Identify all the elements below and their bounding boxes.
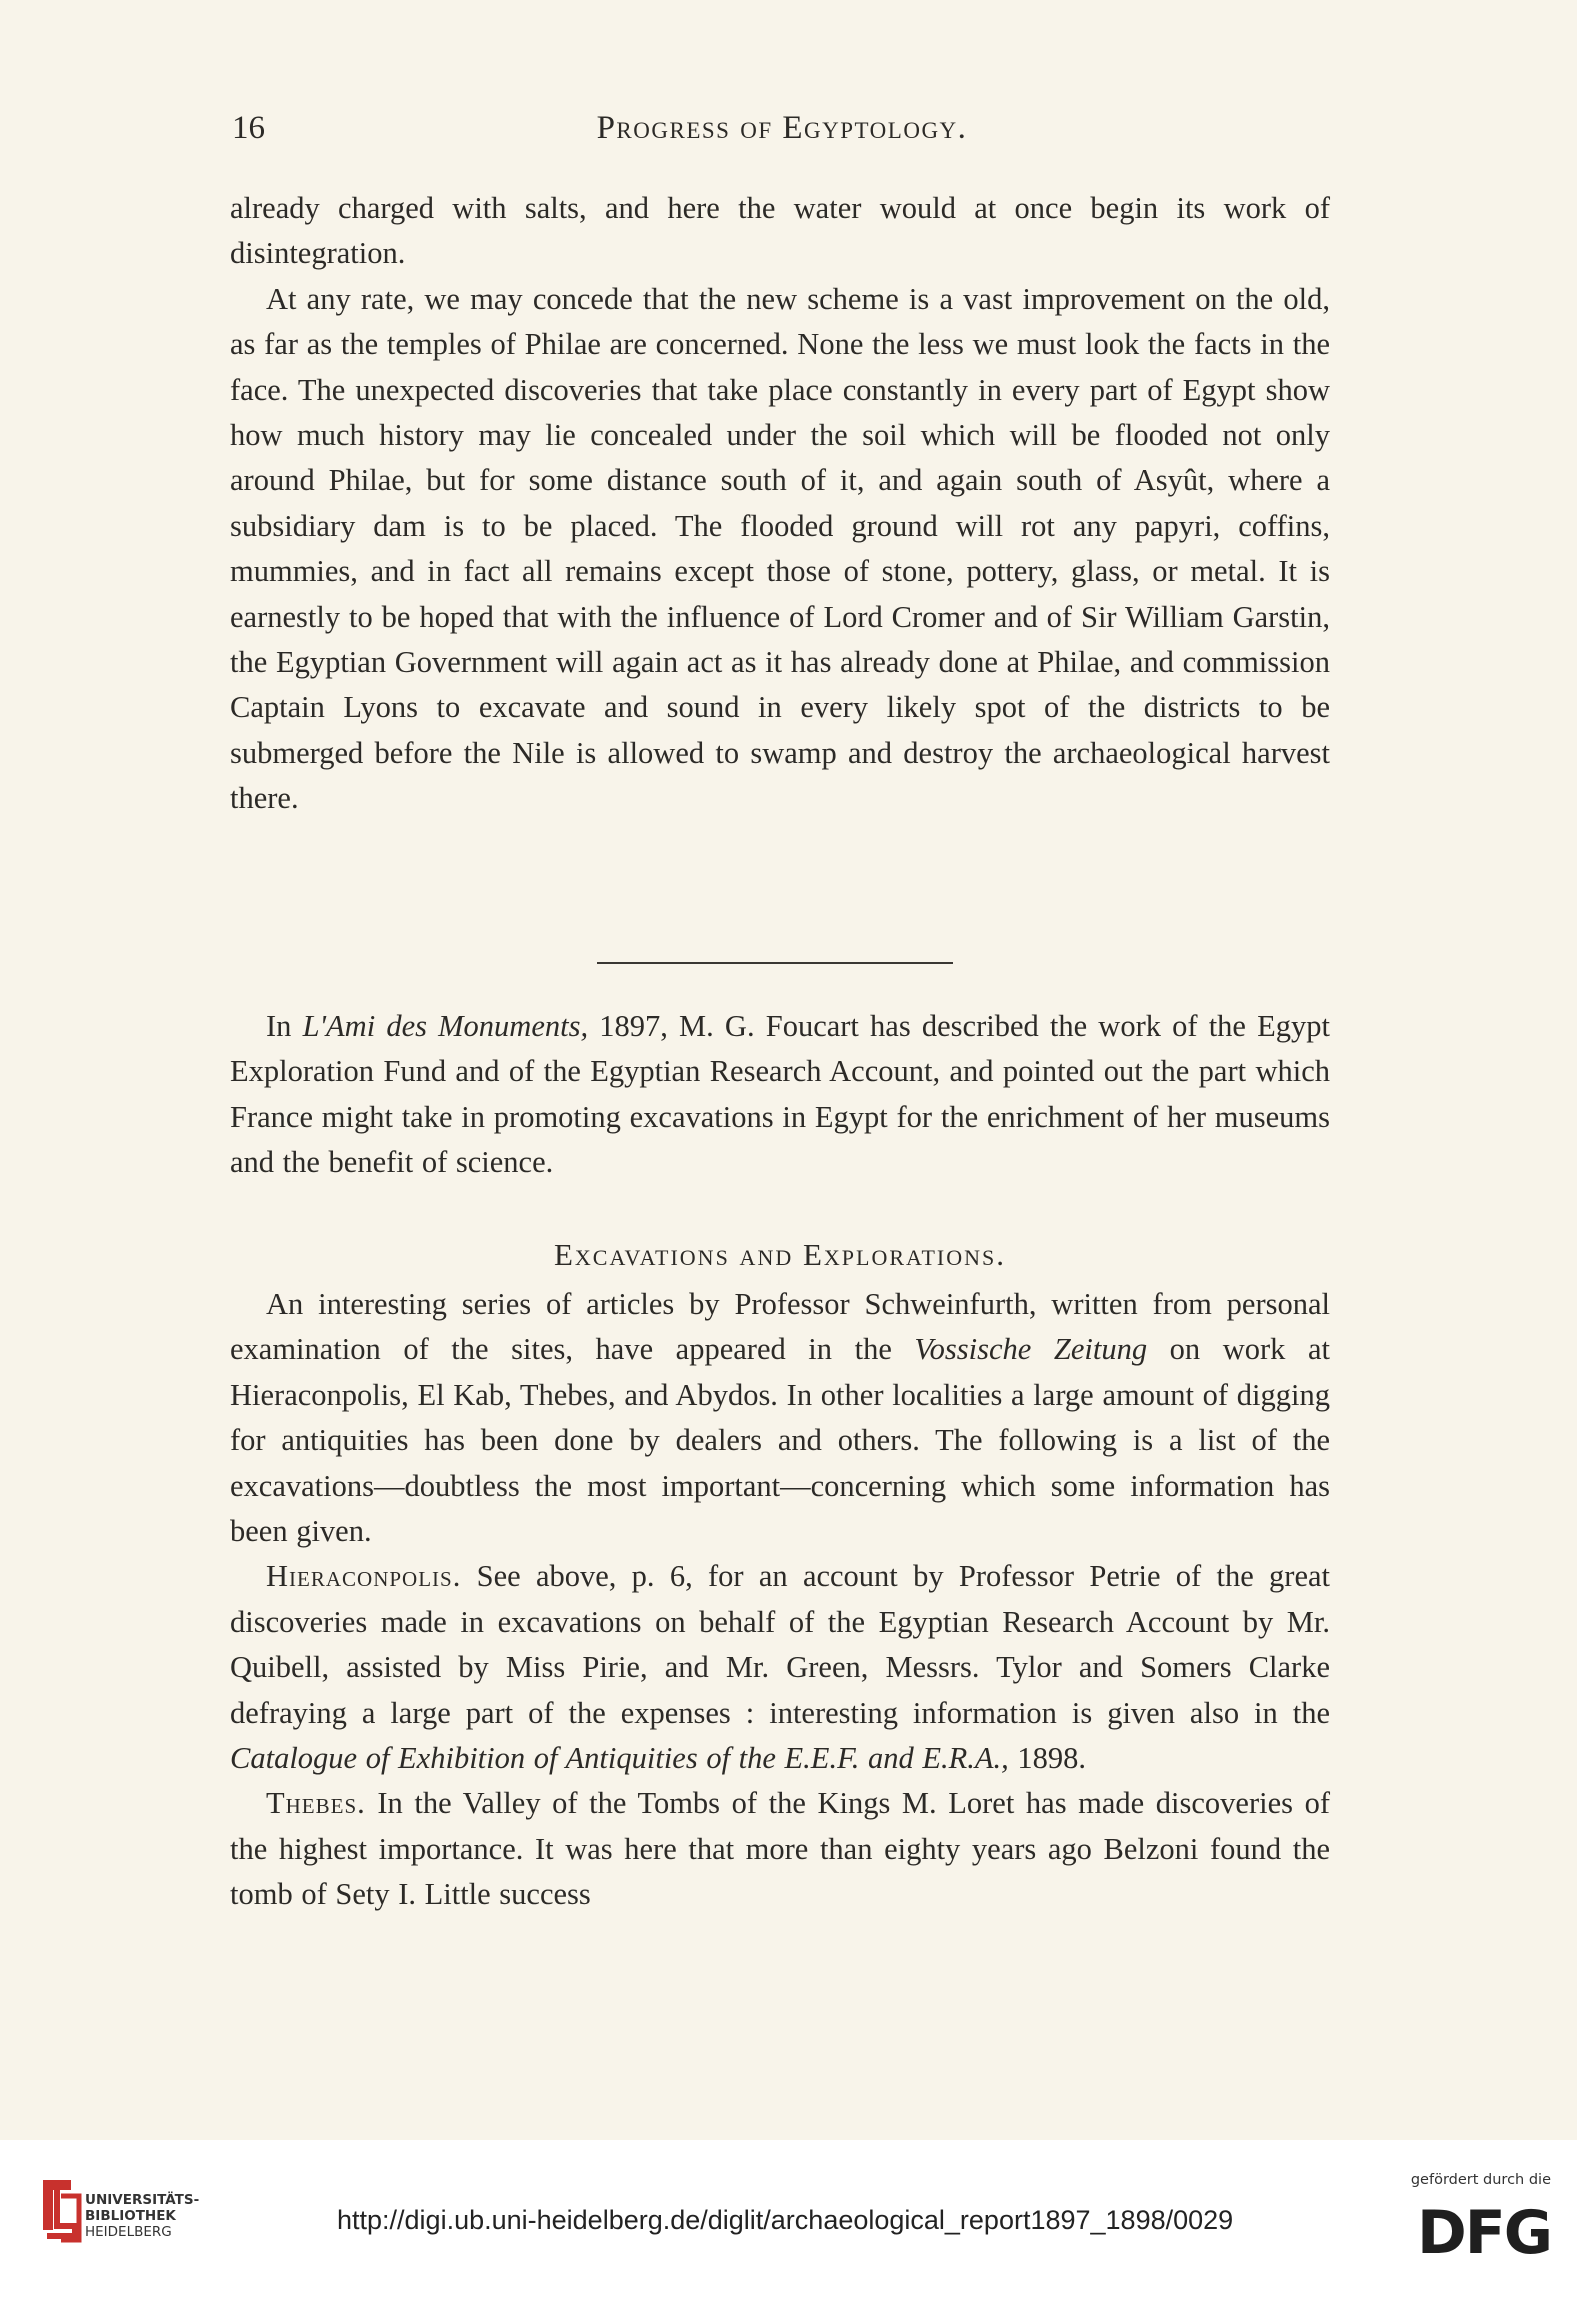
digitization-footer — [0, 2140, 1577, 2302]
paragraph-hieraconpolis — [230, 1554, 1330, 1781]
page-header — [232, 110, 1332, 150]
funding-note: gefördert durch die — [1410, 2172, 1551, 2188]
text-run: In — [266, 1009, 303, 1043]
catalogue-title: Catalogue of Exhibition of Antiquities of the E.E.F. and E.R.A., — [230, 1741, 1009, 1776]
text-run: 1898. — [1008, 1741, 1087, 1776]
text-run: See above, p. 6, for an account by Professor Petrie of the great discoveries made in excavations on behalf of the Egyptian Research Account by Mr. Quibell, assisted by Miss Pirie, and Mr. Green, Messrs. Tylor and Somers Clarke defraying a large part of the expenses : interesting information is given also in the — [230, 1559, 1330, 1730]
section-heading: Excavations and Explorations. — [553, 1237, 1007, 1272]
section-divider — [597, 962, 953, 964]
text-block-2 — [230, 1004, 1330, 1186]
text-run: on work at Hieraconpolis, El Kab, Thebes, and Abydos. In other localities a large amount of digging for antiquities has been done by dealers and others. The following is a list of the excavations—doubtless the most important—concerning which some information has been given. — [230, 1332, 1330, 1549]
page-number: 16 — [232, 110, 265, 146]
library-name-line: HEIDELBERG — [85, 2224, 172, 2240]
library-name-line: BIBLIOTHEK — [85, 2208, 176, 2224]
paragraph-thebes — [230, 1781, 1330, 1917]
paragraph-foucart — [230, 1004, 1330, 1186]
library-name — [85, 2192, 199, 2240]
permalink-url[interactable]: http://digi.ub.uni-heidelberg.de/diglit/archaeological_report1897_1898/0029 — [337, 2205, 1234, 2235]
periodical-title: L'Ami des Monuments, — [302, 1009, 589, 1043]
library-name-line: UNIVERSITÄTS- — [85, 2192, 200, 2208]
paragraph-philae: At any rate, we may concede that the new scheme is a vast improvement on the old, as far as the temples of Philae are concerned. None the less we must look the facts in the face. The unexpected discoveries that take place constantly in every part of Egypt show how much history may lie concealed under the soil which will be flooded not only around Philae, but for some distance south of it, and again south of Asyût, where a subsidiary dam is to be placed. The flooded ground will rot any papyri, coffins, mummies, and in fact all remains except those of stone, pottery, glass, or metal. It is earnestly to be hoped that with the influence of Lord Cromer and of Sir William Garstin, the Egyptian Government will again act as it has already done at Philae, and commission Captain Lyons to excavate and sound in every likely spot of the districts to be submerged before the Nile is allowed to swamp and destroy the archaeological harvest there. — [230, 281, 1330, 816]
text-run: 1897, M. G. Foucart has described the work of the Egypt Exploration Fund and of the Egyptian Research Account, and pointed out the part which France might take in promoting excavations in Egypt for the enrichment of her museums and the benefit of science. — [230, 1009, 1330, 1180]
text-run: In the Valley of the Tombs of the Kings M. Loret has made discoveries of the highest importance. It was here that more than eighty years ago Belzoni found the tomb of Sety I. Little success — [230, 1786, 1330, 1912]
dfg-logo: DFG — [1416, 2198, 1551, 2268]
text-block-3 — [230, 1282, 1330, 1918]
newspaper-title: Vossische Zeitung — [914, 1332, 1148, 1367]
text-run: An interesting series of articles by Professor Schweinfurth, written from personal examination of the sites, have appeared in the — [230, 1287, 1330, 1367]
running-title: Progress of Egyptology. — [596, 110, 968, 146]
paragraph-schweinfurth — [230, 1282, 1330, 1554]
site-heading: Hieraconpolis. — [266, 1559, 462, 1594]
site-heading: Thebes. — [266, 1786, 366, 1821]
text-block-1 — [230, 186, 1330, 822]
paragraph-continued: already charged with salts, and here the water would at once begin its work of disintegration. — [230, 191, 1330, 271]
